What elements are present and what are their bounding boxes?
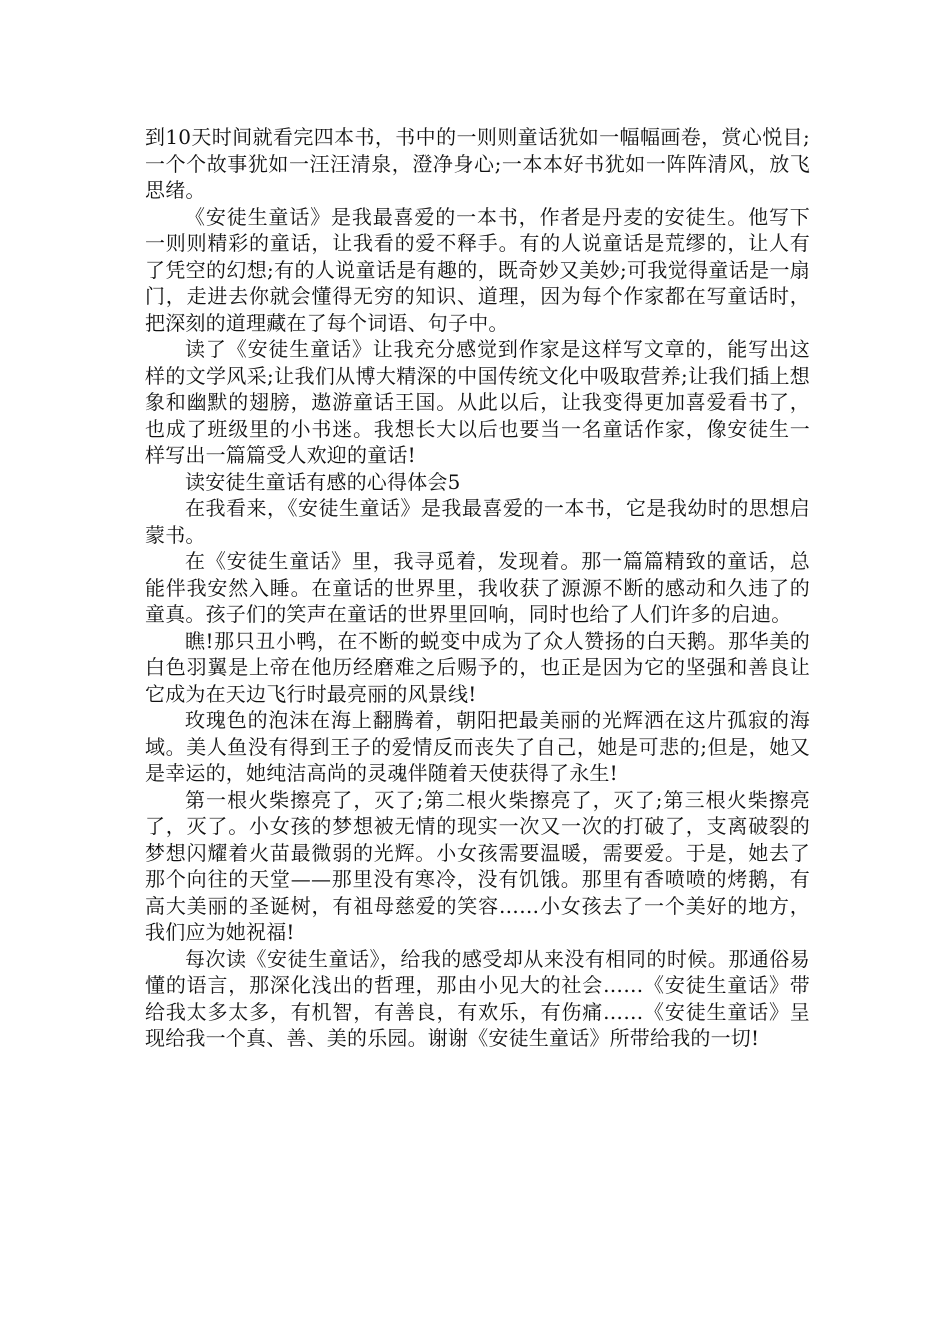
- paragraph-3: 读了《安徒生童话》让我充分感觉到作家是这样写文章的，能写出这样的文学风采;让我们从博大精深的中国传统文化中吸取营养;让我们插上想象和幽默的翅膀，遨游童话王国。从此以后，让我变得更加喜爱看书了，也成了班级里的小书迷。我想长大以后也要当一名童话作家，像安徒生一样写出一篇篇受人欢迎的童话!: [145, 337, 810, 467]
- paragraph-4: 在我看来，《安徒生童话》是我最喜爱的一本书，它是我幼时的思想启蒙书。: [145, 496, 810, 547]
- paragraph-5: 在《安徒生童话》里，我寻觅着，发现着。那一篇篇精致的童话，总能伴我安然入睡。在童话的世界里，我收获了源源不断的感动和久违了的童真。孩子们的笑声在童话的世界里回响，同时也给了人们许多的启迪。: [145, 549, 810, 626]
- paragraph-7: 玫瑰色的泡沫在海上翻腾着，朝阳把最美丽的光辉洒在这片孤寂的海域。美人鱼没有得到王子的爱情反而丧失了自己，她是可悲的;但是，她又是幸运的，她纯洁高尚的灵魂伴随着天使获得了永生!: [145, 708, 810, 785]
- paragraph-2: 《安徒生童话》是我最喜爱的一本书，作者是丹麦的安徒生。他写下一则则精彩的童话，让我看的爱不释手。有的人说童话是荒缪的，让人有了凭空的幻想;有的人说童话是有趣的，既奇妙又美妙;可我觉得童话是一扇门，走进去你就会懂得无穷的知识、道理，因为每个作家都在写童话时，把深刻的道理藏在了每个词语、句子中。: [145, 204, 810, 335]
- document-body: [145, 124, 810, 1052]
- paragraph-1: 到10天时间就看完四本书，书中的一则则童话犹如一幅幅画卷，赏心悦目;一个个故事犹如一汪汪清泉，澄净身心;一本本好书犹如一阵阵清风，放飞思绪。: [145, 125, 810, 202]
- section-heading: 读安徒生童话有感的心得体会5: [185, 469, 461, 494]
- paragraph-8: 第一根火柴擦亮了，灭了;第二根火柴擦亮了，灭了;第三根火柴擦亮了，灭了。小女孩的梦想被无情的现实一次又一次的打破了，支离破裂的梦想闪耀着火苗最微弱的光辉。小女孩需要温暖，需要爱。于是，她去了那个向往的天堂——那里没有寒冷，没有饥饿。那里有香喷喷的烤鹅，有高大美丽的圣诞树，有祖母慈爱的笑容……小女孩去了一个美好的地方，我们应为她祝福!: [145, 787, 810, 944]
- paragraph-9: 每次读《安徒生童话》，给我的感受却从来没有相同的时候。那通俗易懂的语言，那深化浅出的哲理，那由小见大的社会……《安徒生童话》带给我太多太多，有机智，有善良，有欢乐，有伤痛……《安徒生童话》呈现给我一个真、善、美的乐园。谢谢《安徒生童话》所带给我的一切!: [145, 946, 810, 1050]
- paragraph-6: 瞧!那只丑小鸭，在不断的蜕变中成为了众人赞扬的白天鹅。那华美的白色羽翼是上帝在他历经磨难之后赐予的，也正是因为它的坚强和善良让它成为在天边飞行时最亮丽的风景线!: [145, 628, 810, 706]
